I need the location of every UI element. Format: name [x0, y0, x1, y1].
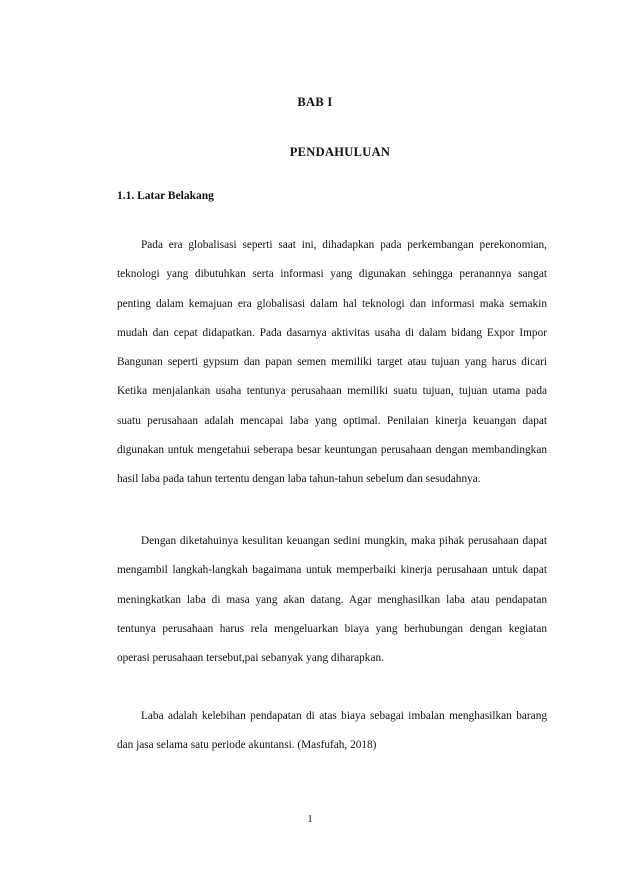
paragraph-2: Dengan diketahuinya kesulitan keuangan sedini mungkin, maka pihak perusahaan dapat mengambil langkah-langkah bagaimana untuk memperbaiki kinerja perusahaan untuk dapat meningkatkan laba di masa yang akan datang. Agar menghasilkan laba atau pendapatan tentunya perusahaan harus rela mengeluarkan biaya yang berhubungan dengan kegiatan operasi perusahaan tersebut,pai sebanyak yang diharapkan.	[117, 535, 547, 665]
paragraph-3: Laba adalah kelebihan pendapatan di atas biaya sebagai imbalan menghasilkan barang dan jasa selama satu periode akuntansi. (Masfufah, 2018)	[117, 710, 547, 752]
paragraph-1: Pada era globalisasi seperti saat ini, dihadapkan pada perkembangan perekonomian, teknologi yang dibutuhkan serta informasi yang digunakan sehingga peranannya sangat penting dalam kemajuan era globalisasi dalam hal teknologi dan informasi maka semakin mudah dan cepat didapatkan. Pada dasarnya aktivitas usaha di dalam bidang Expor Impor Bangunan seperti gypsum dan papan semen memiliki target atau tujuan yang harus dicari Ketika menjalankan usaha tentunya perusahaan memiliki suatu tujuan, tujuan utama pada suatu perusahaan adalah mencapai laba yang optimal. Penilaian kinerja keuangan dapat digunakan untuk mengetahui seberapa besar keuntungan perusahaan dengan membandingkan hasil laba pada tahun tertentu dengan laba tahun-tahun sebelum dan sesudahnya.	[117, 239, 547, 486]
chapter-number: BAB I	[297, 95, 333, 109]
chapter-title: PENDAHULUAN	[289, 145, 391, 159]
page-number: 1	[307, 813, 313, 825]
section-heading: 1.1. Latar Belakang	[117, 190, 214, 202]
